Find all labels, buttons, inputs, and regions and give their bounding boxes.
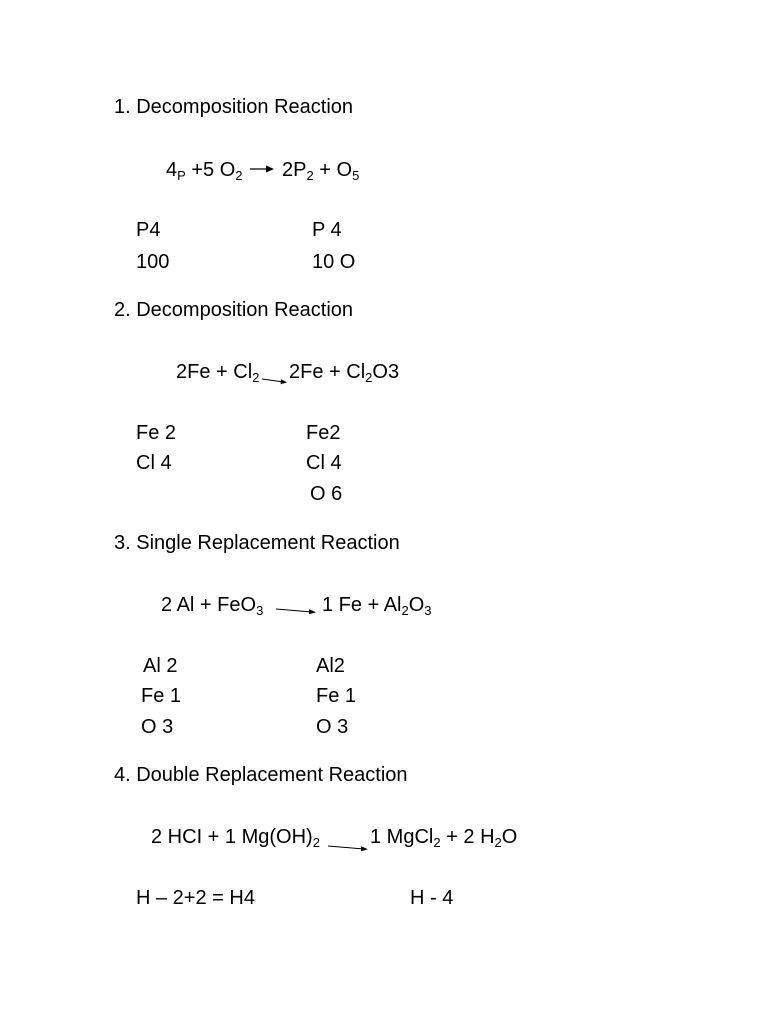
atom-count-products: P 4 xyxy=(312,219,342,241)
atom-count-products: Fe 1 xyxy=(316,685,357,707)
equation-term: 2Fe + Cl xyxy=(289,361,366,383)
atom-count-products: O 6 xyxy=(310,483,343,505)
atom-count-products: H - 4 xyxy=(410,887,454,909)
atom-count-reactants: Fe 2 xyxy=(136,422,177,444)
atom-count-products: Al2 xyxy=(316,655,345,677)
equation-term: +5 O xyxy=(185,159,236,181)
equation-term: 2 HCI + 1 Mg(OH) xyxy=(151,826,313,848)
equation-subscript: 2 xyxy=(433,835,441,850)
equation-subscript: 2 xyxy=(494,835,502,850)
reaction-arrow-icon xyxy=(260,373,290,387)
equation-term: O xyxy=(501,826,518,848)
atom-count-reactants: 100 xyxy=(136,251,170,273)
atom-count-reactants: H – 2+2 = H4 xyxy=(136,887,255,909)
section-heading: 2. Decomposition Reaction xyxy=(114,299,354,321)
reaction-arrow-icon xyxy=(274,603,320,617)
equation-subscript: 2 xyxy=(235,168,243,183)
equation-subscript: 2 xyxy=(252,370,260,385)
equation-term: O3 xyxy=(372,361,400,383)
equation-reactants xyxy=(151,825,320,851)
section-heading: 1. Decomposition Reaction xyxy=(114,96,354,118)
atom-count-reactants: Cl 4 xyxy=(136,452,172,474)
equation-subscript: 2 xyxy=(365,370,373,385)
atom-count-products: Cl 4 xyxy=(306,452,342,474)
equation-term: 2 Al + FeO xyxy=(161,594,257,616)
reaction-arrow-icon xyxy=(249,162,275,176)
equation-subscript: 2 xyxy=(312,835,320,850)
equation-subscript: 2 xyxy=(306,168,314,183)
equation-term: 4 xyxy=(166,159,178,181)
atom-count-products: O 3 xyxy=(316,716,349,738)
equation-reactants xyxy=(166,158,243,184)
equation-subscript: 3 xyxy=(256,603,264,618)
atom-count-reactants: Al 2 xyxy=(143,655,178,677)
atom-count-products: 10 O xyxy=(312,251,356,273)
equation-term: 2Fe + Cl xyxy=(176,361,253,383)
equation-term: 2P xyxy=(282,159,307,181)
equation-products xyxy=(370,825,517,851)
equation-reactants xyxy=(176,360,259,386)
equation-subscript: 2 xyxy=(401,603,409,618)
equation-subscript: P xyxy=(177,168,186,183)
equation-term: + O xyxy=(313,159,353,181)
section-heading: 3. Single Replacement Reaction xyxy=(114,532,400,554)
atom-count-products: Fe2 xyxy=(306,422,341,444)
atom-count-reactants: P4 xyxy=(136,219,161,241)
equation-term: 1 Fe + Al xyxy=(322,594,402,616)
atom-count-reactants: O 3 xyxy=(141,716,174,738)
reaction-arrow-icon xyxy=(326,840,372,854)
equation-reactants xyxy=(161,593,263,619)
equation-products xyxy=(289,360,399,386)
equation-products xyxy=(322,593,432,619)
equation-term: O xyxy=(408,594,425,616)
equation-subscript: 5 xyxy=(352,168,360,183)
equation-products xyxy=(282,158,359,184)
equation-term: 1 MgCl xyxy=(370,826,434,848)
equation-subscript: 3 xyxy=(424,603,432,618)
atom-count-reactants: Fe 1 xyxy=(141,685,182,707)
equation-term: + 2 H xyxy=(440,826,495,848)
section-heading: 4. Double Replacement Reaction xyxy=(114,764,408,786)
